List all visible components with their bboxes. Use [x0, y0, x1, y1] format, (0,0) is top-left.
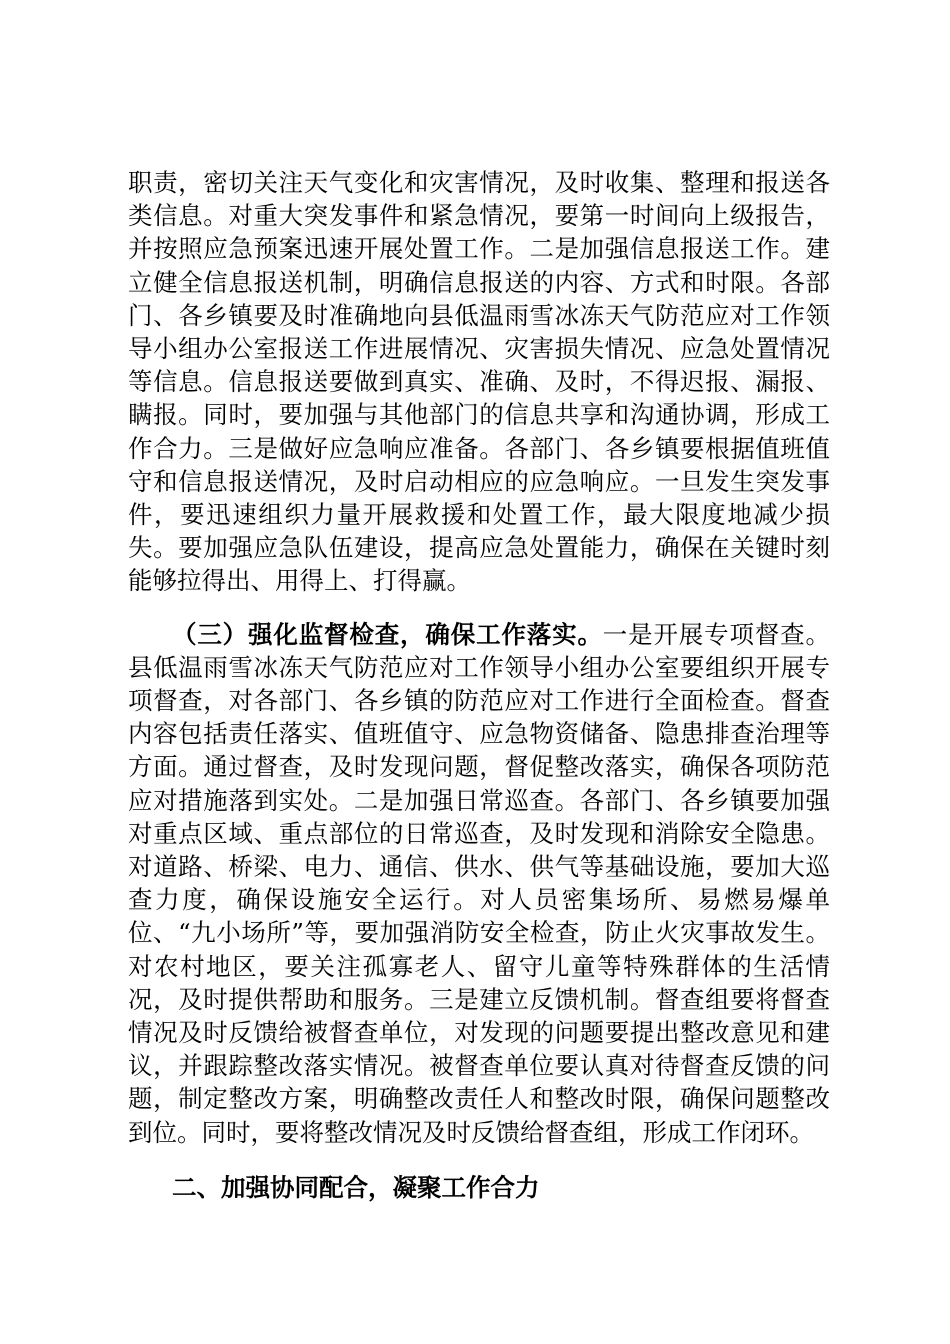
document-page: [128, 166, 830, 1204]
subsection-heading-supervision: （三）强化监督检查，确保工作落实。: [172, 619, 603, 649]
body-paragraph-info-reporting: 职责，密切关注天气变化和灾害情况，及时收集、整理和报送各类信息。对重大突发事件和紧急情况，要第一时间向上级报告，并按照应急预案迅速开展处置工作。二是加强信息报送工作。建立健全信息报送机制，明确信息报送的内容、方式和时限。各部门、各乡镇要及时准确地向县低温雨雪冰冻天气防范应对工作领导小组办公室报送工作进展情况、灾害损失情况、应急处置情况等信息。信息报送要做到真实、准确、及时，不得迟报、漏报、瞒报。同时，要加强与其他部门的信息共享和沟通协调，形成工作合力。三是做好应急响应准备。各部门、各乡镇要根据值班值守和信息报送情况，及时启动相应的应急响应。一旦发生突发事件，要迅速组织力量开展救援和处置工作，最大限度地减少损失。要加强应急队伍建设，提高应急处置能力，确保在关键时刻能够拉得出、用得上、打得赢。: [128, 168, 830, 596]
body-paragraph-supervision: [128, 618, 830, 1149]
subsection-body-supervision: 一是开展专项督查。县低温雨雪冰冻天气防范应对工作领导小组办公室要组织开展专项督查，对各部门、各乡镇的防范应对工作进行全面检查。督查内容包括责任落实、值班值守、应急物资储备、隐患排查治理等方面。通过督查，及时发现问题，督促整改落实，确保各项防范应对措施落到实处。二是加强日常巡查。各部门、各乡镇要加强对重点区域、重点部位的日常巡查，及时发现和消除安全隐患。对道路、桥梁、电力、通信、供水、供气等基础设施，要加大巡查力度，确保设施安全运行。对人员密集场所、易燃易爆单位、“九小场所”等，要加强消防安全检查，防止火灾事故发生。对农村地区，要关注孤寡老人、留守儿童等特殊群体的生活情况，及时提供帮助和服务。三是建立反馈机制。督查组要将督查情况及时反馈给被督查单位，对发现的问题要提出整改意见和建议，并跟踪整改落实情况。被督查单位要认真对待督查反馈的问题，制定整改方案，明确整改责任人和整改时限，确保问题整改到位。同时，要将整改情况及时反馈给督查组，形成工作闭环。: [128, 619, 831, 1147]
section-heading-coordination: 二、加强协同配合，凝聚工作合力: [172, 1172, 540, 1202]
